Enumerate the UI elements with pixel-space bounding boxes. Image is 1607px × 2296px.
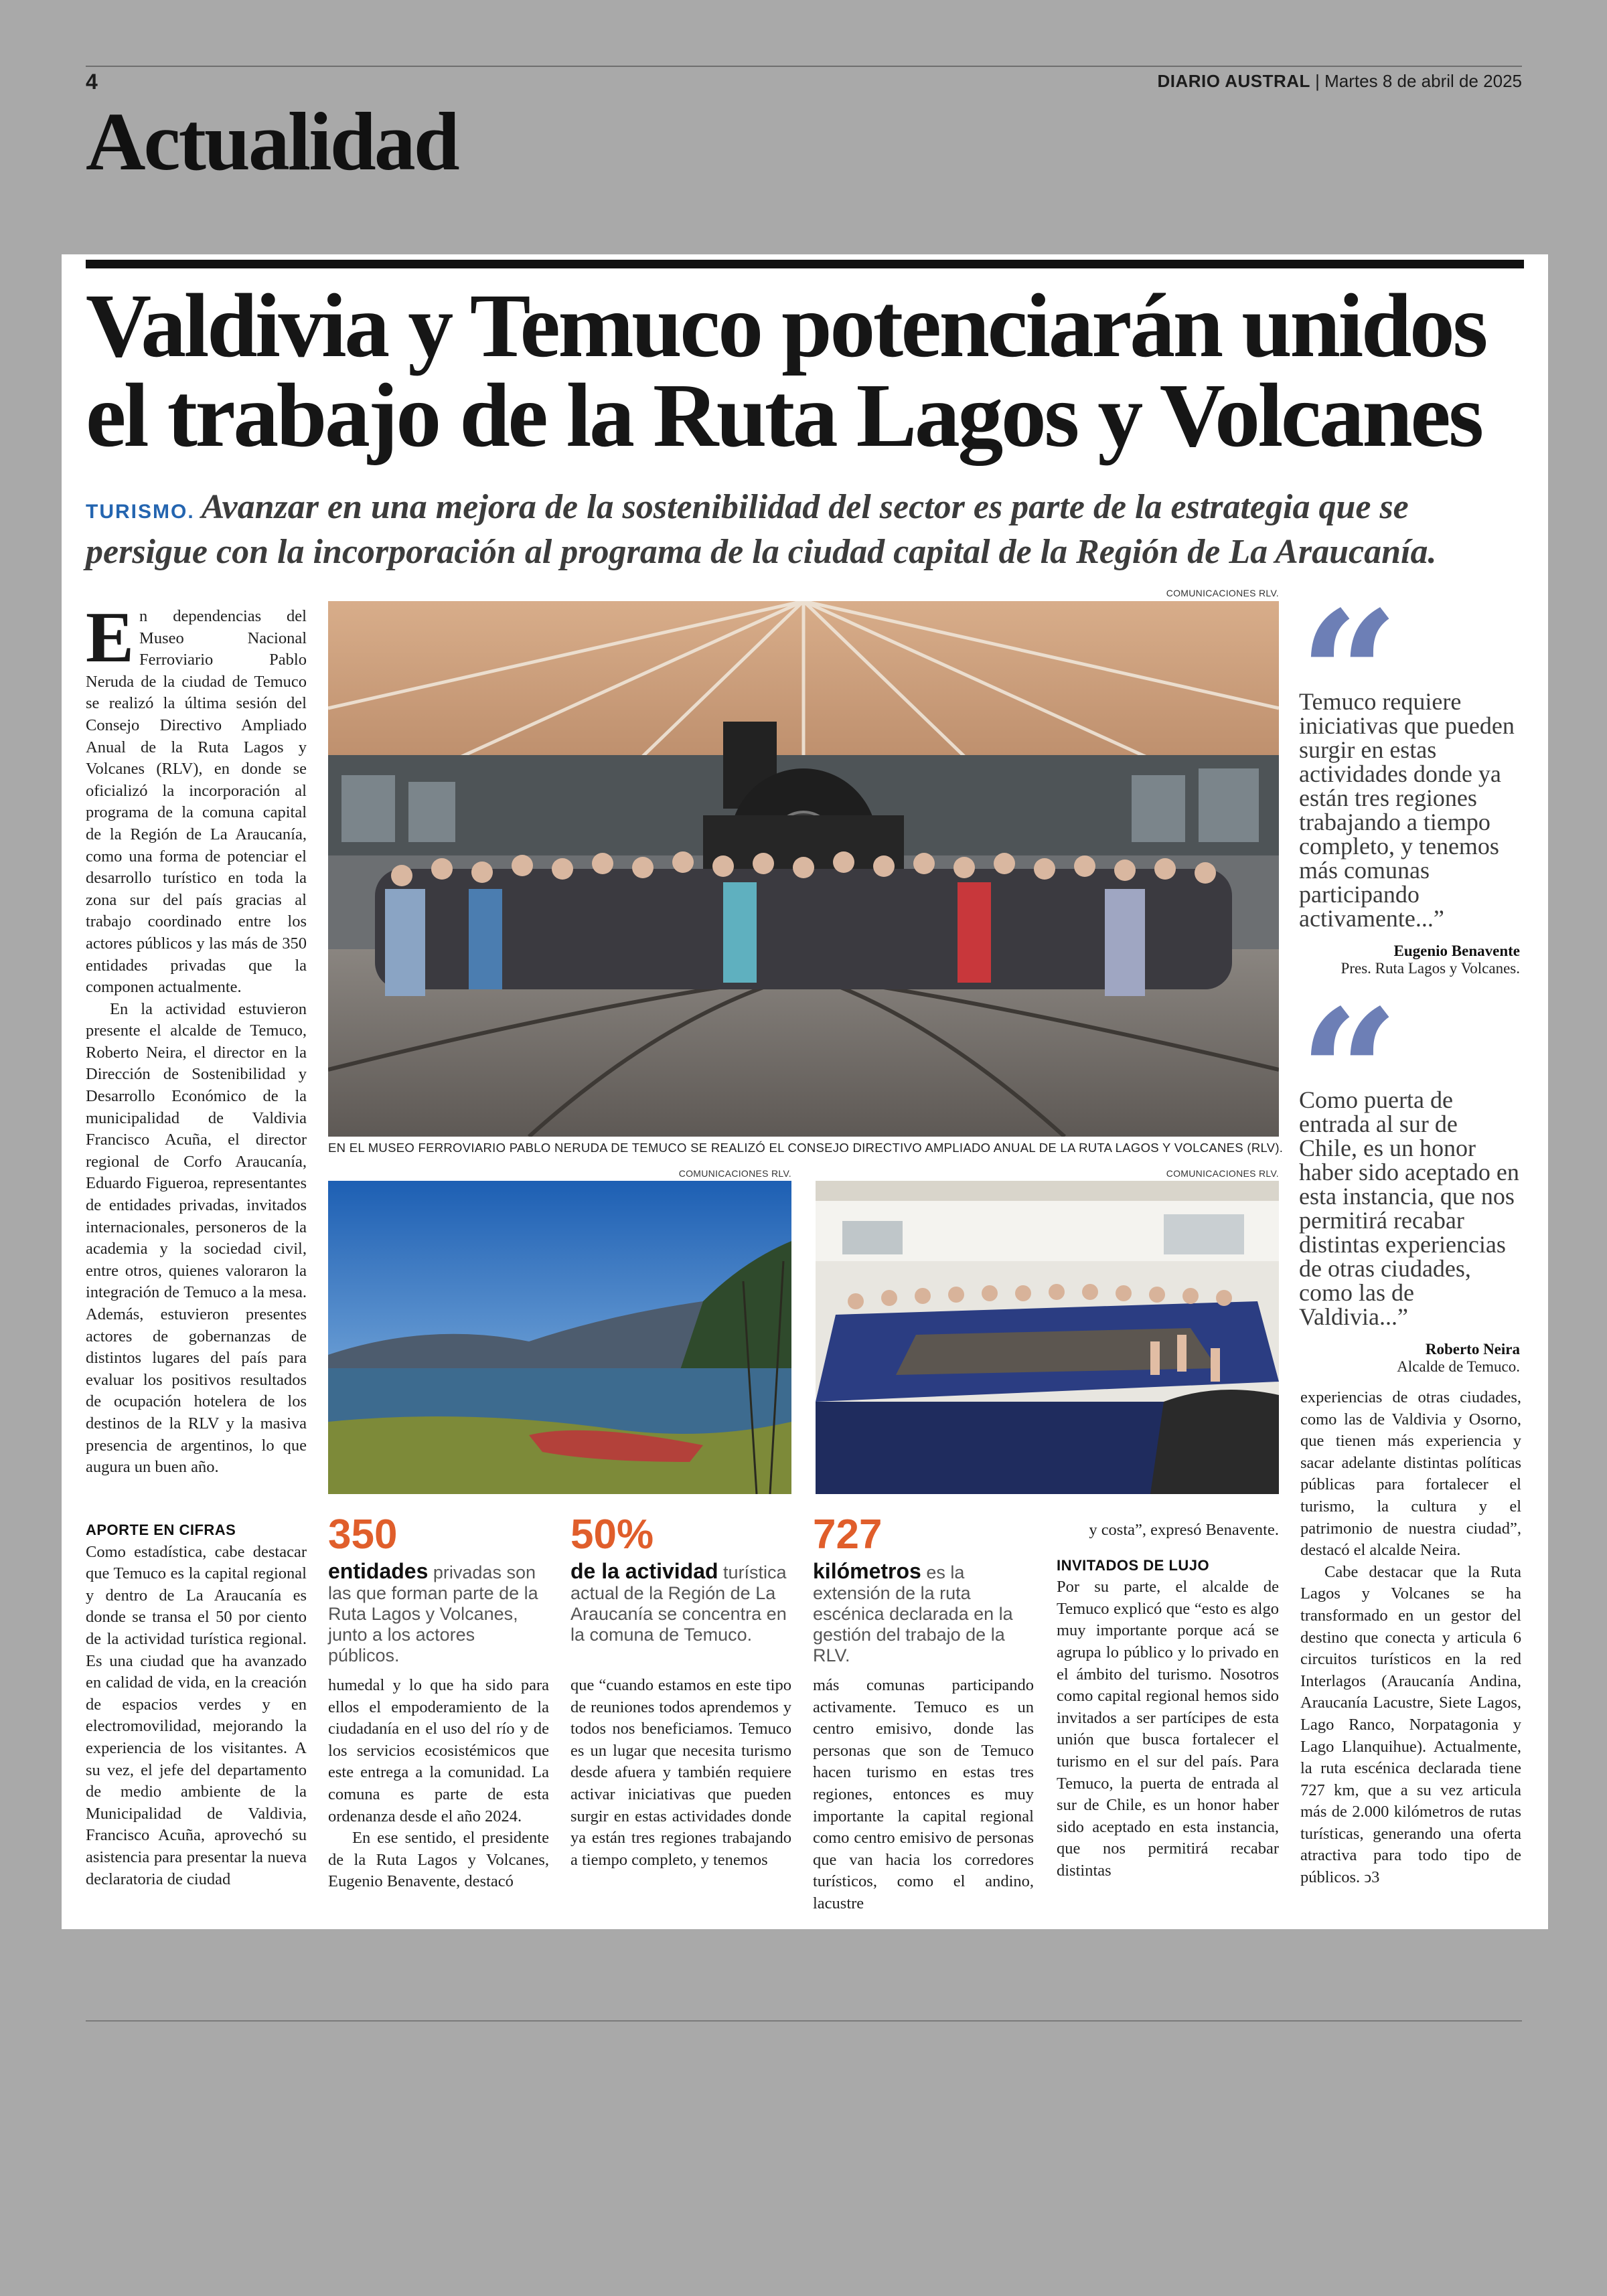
subhead-invitados: INVITADOS DE LUJO <box>1057 1556 1210 1574</box>
page-number: 4 <box>86 70 98 94</box>
stat-number-50: 50% <box>570 1511 654 1558</box>
meeting-photo-credit: COMUNICACIONES RLV. <box>1166 1168 1279 1179</box>
body-column-4 <box>813 1675 1034 1915</box>
standfirst-text: Avanzar en una mejora de la sostenibilidad del sector es parte de la estrategia que se persigue con la incorporación al programa de la ciudad capital de la Región de La Araucanía. <box>86 488 1437 571</box>
kicker: TURISMO. <box>86 501 195 523</box>
footer-rule <box>86 2020 1522 2022</box>
stat-label-3: kilómetros <box>813 1559 921 1583</box>
meeting-photo <box>816 1181 1279 1494</box>
stat-label-1: entidades <box>328 1559 429 1583</box>
masthead: DIARIO AUSTRAL | Martes 8 de abril de 2025 <box>1157 71 1522 91</box>
col2-paragraph-2: En ese sentido, el presidente de la Ruta Lagos y Volcanes, Eugenio Benavente, destacó <box>328 1829 549 1891</box>
stat-box-3 <box>813 1511 1034 1666</box>
headline <box>86 276 1532 466</box>
col1-paragraph-3: Como estadística, cabe destacar que Temuco es la capital regional y dentro de La Araucanía es donde se transa el 50 por ciento de la actividad turística regional. Es una ciudad que ha avanzado en calidad de vida, en la creación de espacios verdes y en electromovilidad, mejorando la experiencia de los visitantes. A su vez, el jefe del departamento de medio ambiente de la Municipalidad de Valdivia, Francisco Acuña, aprovechó su asistencia para presentar la nueva declaratoria de ciudad <box>86 1542 307 1888</box>
lake-photo <box>328 1181 791 1494</box>
body-column-6 <box>1300 1387 1521 1889</box>
pull-quote-2-text: Como puerta de entrada al sur de Chile, es un honor haber sido aceptado en esta instancia, que nos permitirá recabar distintas experiencias de otras ciudades, como las de Valdivia...” <box>1299 1086 1519 1330</box>
stat-text-1: privadas son las que forman parte de la Ruta Lagos y Volcanes, junto a los actores públicos. <box>328 1562 538 1665</box>
col4-paragraph: más comunas participando activamente. Temuco es un centro emisivo, donde las personas que son de Temuco hacen turismo en estas tres regiones, entonces es muy importante la capital regional como centro emisivo de personas que van hacia los corredores turísticos, como el andino, lacustre <box>813 1676 1034 1912</box>
article-top-rule <box>86 260 1524 268</box>
pull-quote-1-author: Eugenio Benavente <box>1393 942 1520 959</box>
body-column-5 <box>1057 1520 1279 1882</box>
pull-quote-2-author: Roberto Neira <box>1425 1341 1520 1358</box>
col5-paragraph: Por su parte, el alcalde de Temuco explicó que “esto es algo muy importante porque acá se agrupa lo público y lo privado en el ámbito del turismo. Nosotros como capital regional hemos sido invitados a ser partícipes de esta unión que busca fortalecer el turismo en el sur del país. Para Temuco, la puerta de entrada al sur de Chile, es un honor haber sido aceptado en esta instancia, que nos permitirá recabar distintas <box>1057 1578 1279 1880</box>
newspaper-name: DIARIO AUSTRAL <box>1157 71 1310 91</box>
lake-landscape-image <box>328 1181 791 1494</box>
col5-top: y costa”, expresó Benavente. <box>1089 1521 1279 1539</box>
body-column-2 <box>328 1675 549 1893</box>
meeting-room-image <box>816 1181 1279 1494</box>
stat-number-727: 727 <box>813 1511 883 1558</box>
main-photo <box>328 601 1279 1137</box>
col3-paragraph: que “cuando estamos en este tipo de reuniones todos aprendemos y todos nos beneficiamos. Temuco es un lugar que necesita turismo desde afuera y también requiere activar iniciativas que pueden surgir en estas actividades donde ya están tres regiones trabajando a tiempo completo, y tenemos <box>570 1676 791 1869</box>
stat-label-2: de la actividad <box>570 1559 718 1583</box>
issue-date: Martes 8 de abril de 2025 <box>1324 71 1522 91</box>
headline-line-2: el trabajo de la Ruta Lagos y Volcanes <box>86 365 1482 466</box>
quote-mark-icon <box>1299 987 1520 1088</box>
col6-paragraph-2: Cabe destacar que la Ruta Lagos y Volcanes se ha transformado en un gestor del destino que conecta y articula 6 circuitos turísticos en la red Interlagos (Araucanía Andina, Araucanía Lacustre, Siete Lagos, Lago Ranco, Norpatagonia y Lago Llanquihue). Actualmente, la ruta escénica declarada tiene 727 km, que a su vez articula más de 2.000 kilómetros de rutas turísticas, generando una oferta atractiva para todo tipo de públicos. <box>1300 1562 1521 1887</box>
group-of-people <box>375 851 1232 996</box>
pull-quote-1-text: Temuco requiere iniciativas que pueden surgir en estas actividades donde ya están tres regiones trabajando a tiempo completo, y tenemos más comunas participando activamente...” <box>1299 688 1515 932</box>
body-column-1-bottom <box>86 1520 307 1890</box>
stat-text-2: turística actual de la Región de La Araucanía se concentra en la comuna de Temuco. <box>570 1562 787 1645</box>
main-photo-credit: COMUNICACIONES RLV. <box>1166 588 1279 598</box>
col6-paragraph-1: experiencias de otras ciudades, como las de Valdivia y Osorno, que tienen más experiencia y sacar adelante distintas políticas públicas para fortalecer el turismo, la cultura y el patrimonio de nuestra ciudad”, destacó el alcalde Neira. <box>1300 1388 1521 1560</box>
col1-paragraph-2: En la actividad estuvieron presente el alcalde de Temuco, Roberto Neira, el director en la Dirección de Sostenibilidad y Desarrollo Económico de la municipalidad de Valdivia Francisco Acuña, el director regional de Corfo Araucanía, Eduardo Figueroa, representantes de entidades privadas, invitados internacionales, personeros de la academia y la sociedad civil, entre otros, quienes valoraron la integración de Temuco a la mesa. Además, estuvieron presentes actores de gobernanzas de distintos lugares del país para evaluar los positivos resultados de ocupación hotelera de los destinos de la RLV y la masiva presencia de argentinos, lo que augura un buen año. <box>86 999 307 1477</box>
stat-box-1 <box>328 1511 549 1666</box>
pull-quote-1-role: Pres. Ruta Lagos y Volcanes. <box>1341 960 1520 977</box>
section-title: Actualidad <box>86 96 458 187</box>
body-column-3 <box>570 1675 791 1871</box>
header-top-rule <box>86 66 1522 67</box>
quote-mark-icon <box>1299 589 1520 689</box>
end-mark-icon: ↄ3 <box>1364 1868 1380 1887</box>
train-museum-group-photo <box>328 601 1279 1137</box>
subhead-aporte: APORTE EN CIFRAS <box>86 1522 236 1538</box>
col2-paragraph-1: humedal y lo que ha sido para ellos el empoderamiento de la ciudadanía en el uso del río y de los servicios ecosistémicos que este entrega a la comunidad. La comuna es parte de esta ordenanza desde el año 2024. <box>328 1676 549 1825</box>
stat-box-2 <box>570 1511 791 1645</box>
pull-quote-2-role: Alcalde de Temuco. <box>1397 1358 1520 1375</box>
headline-line-1: Valdivia y Temuco potenciarán unidos <box>86 276 1486 376</box>
main-photo-caption: EN EL MUSEO FERROVIARIO PABLO NERUDA DE TEMUCO SE REALIZÓ EL CONSEJO DIRECTIVO AMPLIADO ANUAL DE LA RUTA LAGOS Y VOLCANES (RLV). <box>328 1141 1284 1155</box>
stat-number-350: 350 <box>328 1511 398 1558</box>
col1-paragraph-1: n dependencias del Museo Nacional Ferroviario Pablo Neruda de la ciudad de Temuco se realizó la última sesión del Consejo Directivo Ampliado Anual de la Ruta Lagos y Volcanes (RLV), en donde se oficializó la incorporación al programa de la comuna capital de la Región de La Araucanía, como una forma de potenciar el desarrollo turístico en toda la zona sur del país gracias al trabajo coordinado entre los actores públicos y las más de 350 entidades privadas que la componen actualmente. <box>86 607 307 997</box>
pull-quote-2 <box>1299 987 1520 1376</box>
body-column-1 <box>86 598 307 1479</box>
stat-text-3: es la extensión de la ruta escénica declarada en la gestión del trabajo de la RLV. <box>813 1562 1013 1665</box>
standfirst <box>86 487 1532 572</box>
pull-quote-1 <box>1299 589 1520 977</box>
drop-cap: E <box>86 598 135 677</box>
lake-photo-credit: COMUNICACIONES RLV. <box>678 1168 791 1179</box>
